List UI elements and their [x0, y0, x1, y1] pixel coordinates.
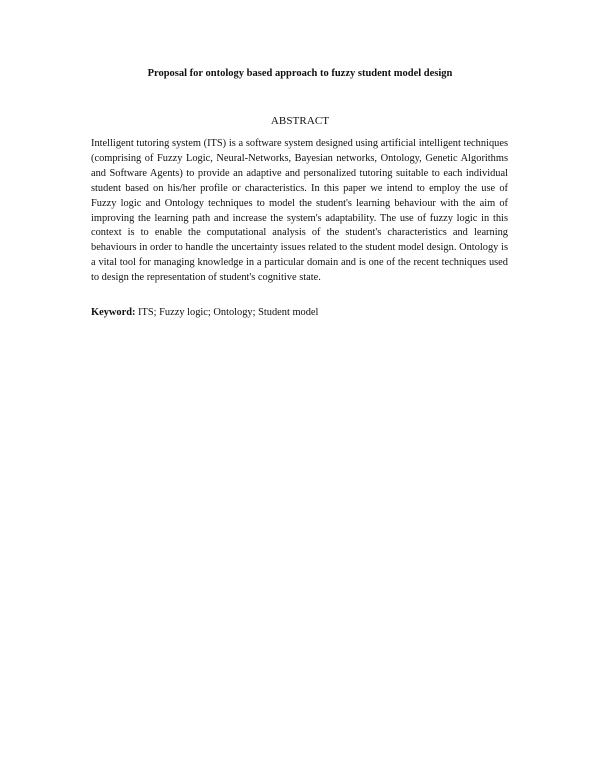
keywords-list: ITS; Fuzzy logic; Ontology; Student model: [135, 307, 319, 318]
abstract-heading: ABSTRACT: [270, 115, 330, 127]
paper-title: Proposal for ontology based approach to fuzzy student model design: [147, 68, 453, 79]
keywords-line: [91, 306, 508, 320]
keywords-label: Keyword:: [91, 307, 136, 318]
abstract-paragraph: Intelligent tutoring system (ITS) is a software system designed using artificial intelligent techniques (comprising of Fuzzy Logic, Neural-Networks, Bayesian networks, Ontology, Genetic Algorithms and Software Agents) to provide an adaptive and personalized tutoring suitable to each individual student based on his/her profile or characteristics. In this paper we intend to employ the use of Fuzzy logic and Ontology techniques to model the student's learning behaviour with the aim of improving the learning path and increase the system's adaptability. The use of fuzzy logic in this context is to enable the computational analysis of the student's characteristics and learning behaviours in order to handle the uncertainty issues related to the student model design. Ontology is a vital tool for managing knowledge in a particular domain and is one of the recent techniques used to design the representation of student's cognitive state.: [91, 138, 508, 284]
